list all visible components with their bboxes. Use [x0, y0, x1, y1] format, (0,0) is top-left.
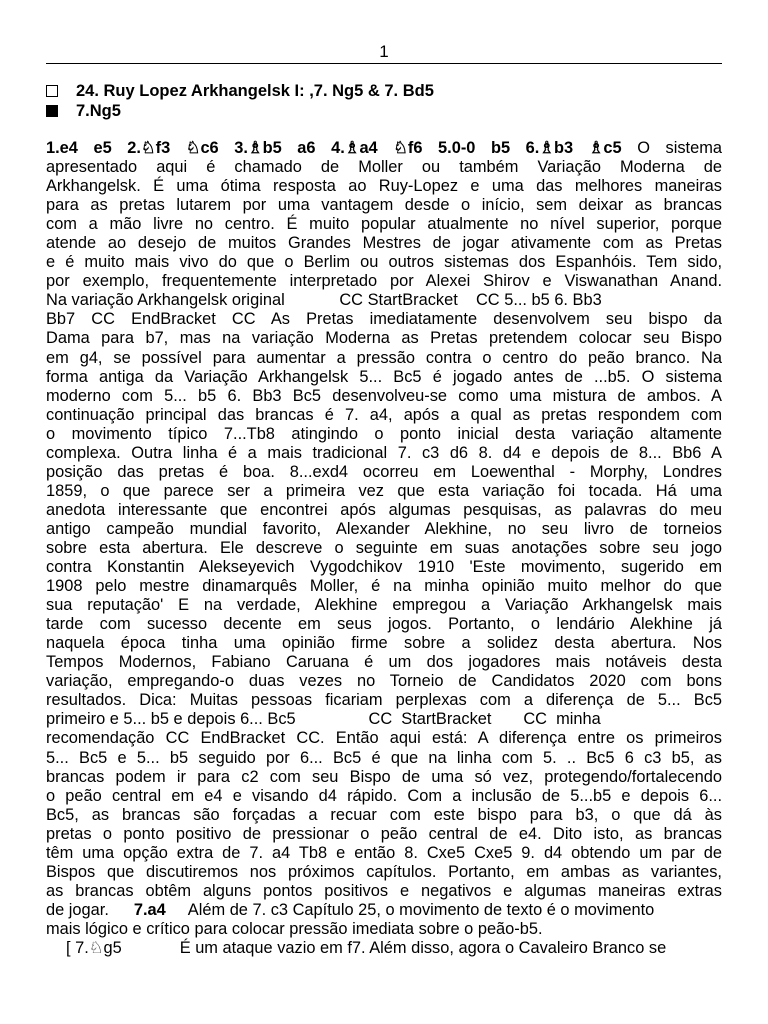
text-line: o peão central em e4 e visando d4 rápido. Com a inclusão de 5...b5 e depois 6...: [46, 786, 722, 805]
body-text: [46, 139, 722, 958]
text-line: variação, empregando-o duas vezes no Torneio de Candidatos 2020 com bons: [46, 672, 722, 691]
text-line: antigo campeão mundial favorito, Alexander Alekhine, no seu livro de torneios: [46, 519, 722, 538]
opening-moves: 1.e4 e5 2.♘f3 ♘c6 3.♗b5 a6 4.♗a4 ♘f6 5.0-0 b5 6.♗b3 ♗c5: [46, 139, 622, 157]
variation-move: [ 7.♘g5: [66, 938, 122, 957]
text-line: 1.e4 e5 2.♘f3 ♘c6 3.♗b5 a6 4.♗a4 ♘f6 5.0-0 b5 6.♗b3 ♗c5 O sistema: [46, 139, 722, 157]
text-line: e é muito mais vivo do que o Berlim ou outros sistemas dos Espanhóis. Tem sido,: [46, 253, 722, 272]
text-line: naquela época tinha uma opinião firme sobre a solidez desta abertura. Nos: [46, 634, 722, 653]
text-line: anedota interessante que encontrei após algumas pesquisas, as palavras do meu: [46, 500, 722, 519]
text-line: resultados. Dica: Muitas pessoas ficariam perplexas com a diferença de 5... Bc5: [46, 691, 722, 710]
text-line: Na variação Arkhangelsk original CC StartBracket CC 5... b5 6. Bb3: [46, 291, 602, 310]
text-line: em g4, se possível para aumentar a pressão contra o centro do peão branco. Na: [46, 348, 722, 367]
text-line: Bb7 CC EndBracket CC As Pretas imediatamente desenvolvem seu bispo da: [46, 310, 722, 329]
checkbox-filled-icon[interactable]: [46, 105, 58, 117]
text-line: mais lógico e crítico para colocar pressão imediata sobre o peão-b5.: [46, 919, 543, 938]
text-line: moderno com 5... b5 6. Bb3 Bc5 desenvolveu-se como uma mistura de ambos. A: [46, 386, 722, 405]
text-line: tarde com sucesso decente em seus jogos. Portanto, o lendário Alekhine já: [46, 615, 722, 634]
chapter-title: 24. Ruy Lopez Arkhangelsk I: ,7. Ng5 & 7. Bd5: [76, 82, 434, 100]
text-line: 1908 pelo mestre dinamarquês Moller, é na minha opinião muito melhor do que: [46, 577, 722, 596]
text-line: pretas o ponto positivo de pressionar o peão central de e4. Dito isto, as brancas: [46, 824, 722, 843]
text-line: atende ao desejo de muitos Grandes Mestres de jogar ativamente com as Pretas: [46, 234, 722, 253]
text-line: 5... Bc5 e 5... b5 seguido por 6... Bc5 é que na linha com 5. .. Bc5 6 c3 b5, as: [46, 748, 722, 767]
section-title: 7.Ng5: [76, 102, 121, 120]
text-line: o movimento típico 7...Tb8 atingindo o ponto inicial desta variação altamente: [46, 424, 722, 443]
text-line: Bispos que discutiremos nos próximos capítulos. Portanto, em ambas as variantes,: [46, 862, 722, 881]
text-line: primeiro e 5... b5 e depois 6... Bc5 CC StartBracket CC minha: [46, 710, 601, 729]
text-line: 1859, o que parece ser a primeira vez que esta variação foi tocada. Há uma: [46, 481, 722, 500]
text-line: para as pretas lutarem por uma vantagem desde o início, sem deixar as brancas: [46, 196, 722, 215]
text-line: recomendação CC EndBracket CC. Então aqui está: A diferença entre os primeiros: [46, 729, 722, 748]
text-line: com a mão livre no centro. É muito popular atualmente no nível superior, porque: [46, 215, 722, 234]
text-line: sua reputação' E na verdade, Alekhine empregou a Variação Arkhangelsk mais: [46, 596, 722, 615]
text-line: têm uma opção extra de 7. a4 Tb8 e então 8. Cxe5 Cxe5 9. d4 obtendo um par de: [46, 843, 722, 862]
text-line: contra Konstantin Alekseyevich Vygodchikov 1910 'Este movimento, sugerido em: [46, 558, 722, 577]
text-line: de jogar. 7.a4 Além de 7. c3 Capítulo 25, o movimento de texto é o movimento: [46, 900, 655, 919]
section-heading: [46, 101, 121, 121]
text-line: brancas podem ir para c2 com seu Bispo de uma só vez, protegendo/fortalecendo: [46, 767, 722, 786]
text-line: apresentado aqui é chamado de Moller ou também Variação Moderna de: [46, 158, 722, 177]
text-line: Arkhangelsk. É uma ótima resposta ao Ruy-Lopez e uma das melhores maneiras: [46, 177, 722, 196]
main-move: 7.a4: [133, 900, 166, 919]
text-line: posição das pretas é boa. 8...exd4 ocorreu em Loewenthal - Morphy, Londres: [46, 462, 722, 481]
text-line: forma antiga da Variação Arkhangelsk 5... Bc5 é jogado antes de ...b5. O sistema: [46, 367, 722, 386]
text-line: Bc5, as brancas são forçadas a recuar com este bispo para b3, o que dá às: [46, 805, 722, 824]
checkbox-empty-icon[interactable]: [46, 85, 58, 97]
text-line: continuação principal das brancas é 7. a4, após a qual as pretas respondem com: [46, 405, 722, 424]
text-line: complexa. Outra linha é a mais tradicional 7. c3 d6 8. d4 e depois de 8... Bb6 A: [46, 443, 722, 462]
text-line: as brancas obtêm alguns pontos positivos e negativos e algumas maneiras extras: [46, 881, 722, 900]
text-line: [ 7.♘g5 É um ataque vazio em f7. Além disso, agora o Cavaleiro Branco se: [66, 938, 667, 957]
header-rule: [46, 63, 722, 64]
text-line: Dama para b7, mas na variação Moderna as Pretas pretendem colocar seu Bispo: [46, 329, 722, 348]
text-line: por exemplo, frequentemente interpretado por Alexei Shirov e Viswanathan Anand.: [46, 272, 722, 291]
text-line: sobre esta abertura. Ele descreve o seguinte em suas anotações sobre seu jogo: [46, 538, 722, 557]
text-line: Tempos Modernos, Fabiano Caruana é um dos jogadores mais notáveis desta: [46, 653, 722, 672]
page-number: 1: [379, 42, 389, 61]
chapter-heading: [46, 81, 434, 101]
